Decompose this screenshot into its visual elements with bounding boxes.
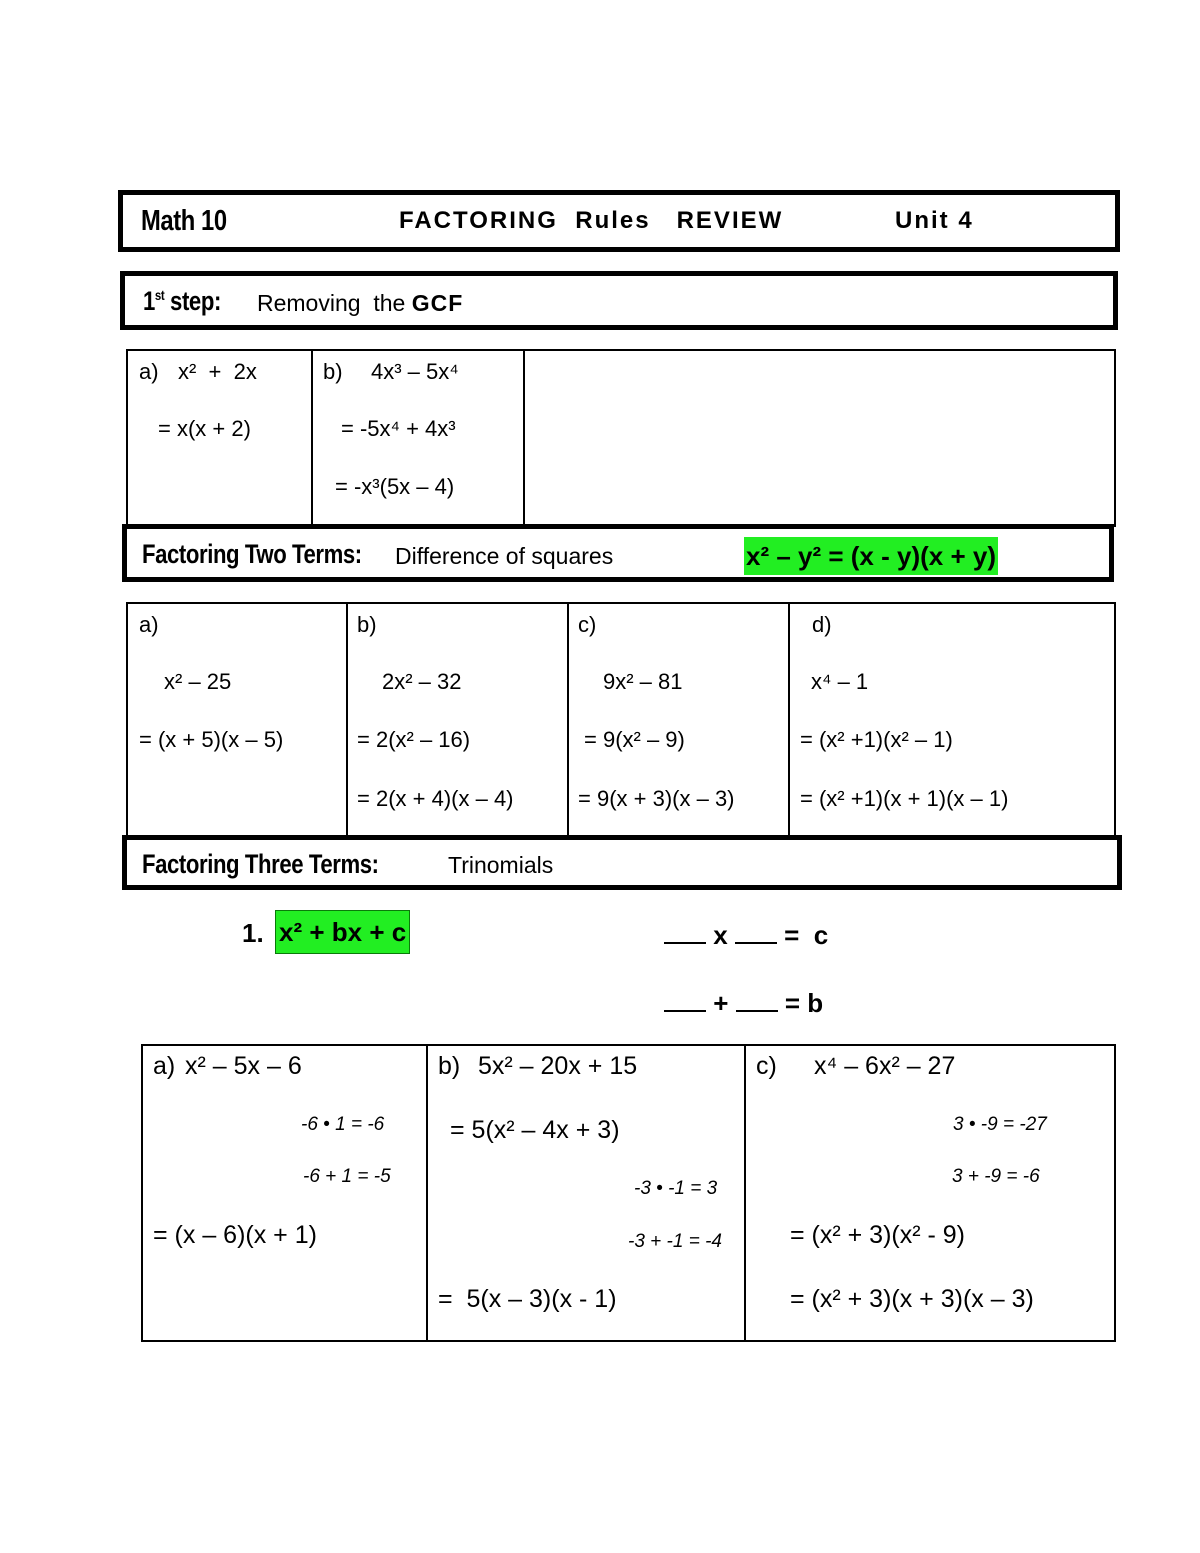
sum-rule: + = b xyxy=(664,986,823,1019)
expression: x² + 2x xyxy=(178,359,257,384)
product-note: 3 • -9 = -27 xyxy=(953,1114,1047,1135)
step: = 5(x² – 4x + 3) xyxy=(450,1116,620,1144)
product-rule: x = c xyxy=(664,918,828,951)
two-terms-cell-c xyxy=(569,604,788,838)
cell-label: b) xyxy=(438,1052,461,1080)
product-note: -3 • -1 = 3 xyxy=(634,1178,718,1199)
two-terms-desc: Difference of squares xyxy=(395,543,614,569)
two-terms-label: Factoring Two Terms: xyxy=(142,539,362,569)
page-title: FACTORING Rules REVIEW xyxy=(399,207,784,234)
two-terms-cell-b xyxy=(348,604,567,838)
result: = (x² +1)(x + 1)(x – 1) xyxy=(800,786,1009,811)
two-terms-table xyxy=(126,602,1116,838)
cell-label: d) xyxy=(812,612,832,637)
gcf-desc: Removing the GCF xyxy=(257,290,464,316)
expression: 2x² – 32 xyxy=(382,669,462,694)
header-box xyxy=(118,190,1120,252)
step: = (x² + 3)(x² - 9) xyxy=(790,1221,966,1249)
trinomial-formula: x² + bx + c xyxy=(275,910,410,954)
result: = -x³(5x – 4) xyxy=(335,474,455,499)
two-terms-cell-d xyxy=(790,604,1116,838)
sum-note: 3 + -9 = -6 xyxy=(952,1166,1040,1187)
cell-label: c) xyxy=(756,1052,777,1080)
result: = (x + 5)(x – 5) xyxy=(139,727,284,752)
sum-note: -6 + 1 = -5 xyxy=(303,1166,391,1187)
expression: 5x² – 20x + 15 xyxy=(478,1052,638,1080)
cell-label: a) xyxy=(139,612,159,637)
result: = 9(x + 3)(x – 3) xyxy=(578,786,735,811)
two-terms-heading-box xyxy=(122,524,1114,582)
result: = 2(x + 4)(x – 4) xyxy=(357,786,514,811)
three-terms-heading-box xyxy=(122,835,1122,890)
product-note: -6 • 1 = -6 xyxy=(301,1114,385,1135)
gcf-step-label: 1st step: xyxy=(143,286,221,316)
trinomial-cell-a xyxy=(143,1046,426,1342)
expression: x⁴ – 6x² – 27 xyxy=(814,1052,956,1080)
result: = (x² + 3)(x + 3)(x – 3) xyxy=(790,1285,1034,1313)
cell-label: a) xyxy=(139,359,159,384)
expression: 4x³ – 5x⁴ xyxy=(371,359,459,384)
sum-note: -3 + -1 = -4 xyxy=(628,1231,722,1252)
result: = (x – 6)(x + 1) xyxy=(153,1221,317,1249)
result: = x(x + 2) xyxy=(158,416,251,441)
step: = (x² +1)(x² – 1) xyxy=(800,727,953,752)
three-terms-desc: Trinomials xyxy=(448,852,554,878)
gcf-cell-a xyxy=(128,351,312,527)
rule-number: 1. xyxy=(242,918,264,948)
trinomial-table xyxy=(141,1044,1116,1342)
expression: 9x² – 81 xyxy=(603,669,683,694)
cell-label: a) xyxy=(153,1052,176,1080)
expression: x² – 25 xyxy=(164,669,232,694)
unit-label: Unit 4 xyxy=(895,207,974,234)
three-terms-label: Factoring Three Terms: xyxy=(142,849,379,879)
difference-of-squares-formula: x² – y² = (x - y)(x + y) xyxy=(744,537,998,575)
cell-label: c) xyxy=(578,612,597,637)
gcf-cell-b xyxy=(313,351,523,527)
step: = -5x⁴ + 4x³ xyxy=(341,416,456,441)
cell-label: b) xyxy=(323,359,343,384)
trinomial-cell-b xyxy=(428,1046,744,1342)
two-terms-cell-a xyxy=(128,604,346,838)
gcf-table xyxy=(126,349,1116,527)
expression: x⁴ – 1 xyxy=(811,669,869,694)
step: = 2(x² – 16) xyxy=(357,727,471,752)
step: = 9(x² – 9) xyxy=(584,727,685,752)
course-label: Math 10 xyxy=(141,205,227,237)
trinomial-cell-c xyxy=(746,1046,1116,1342)
result: = 5(x – 3)(x - 1) xyxy=(438,1285,617,1313)
expression: x² – 5x – 6 xyxy=(185,1052,302,1080)
cell-label: b) xyxy=(357,612,377,637)
gcf-heading-box xyxy=(120,271,1118,330)
